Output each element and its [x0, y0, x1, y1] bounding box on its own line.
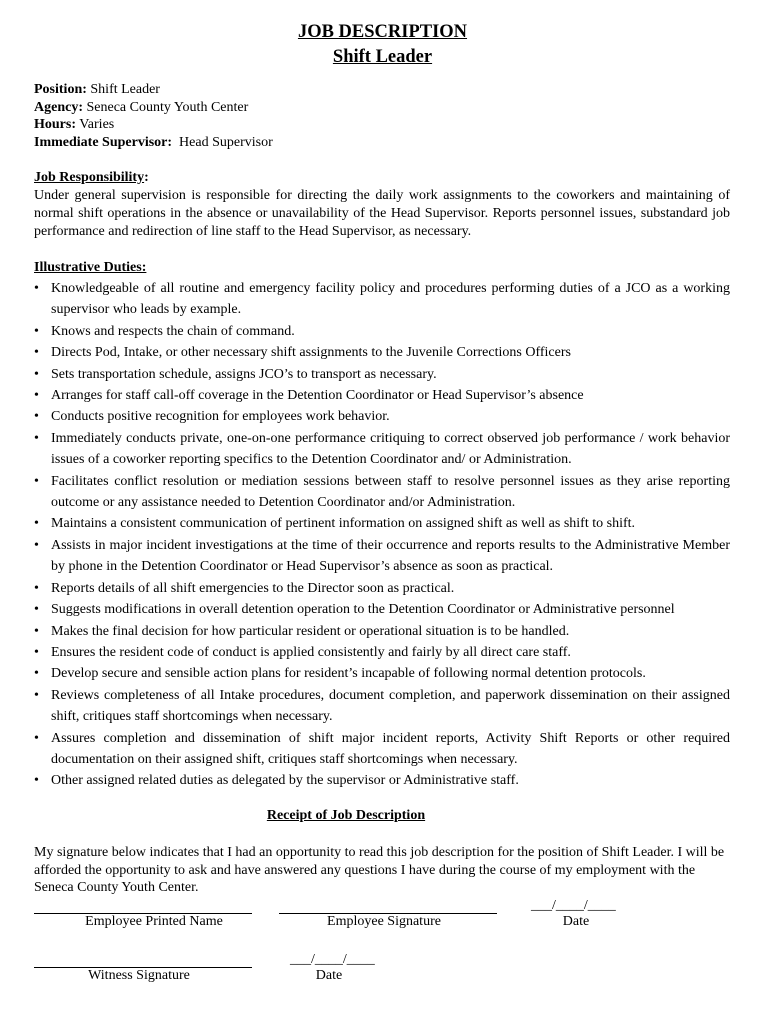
duty-item: [34, 385, 730, 406]
duty-item: [34, 642, 730, 663]
employee-date-blank[interactable]: ___/____/____: [531, 898, 616, 913]
agency-label: Agency:: [34, 100, 83, 115]
receipt-text: My signature below indicates that I had an opportunity to read this job description for the position of Shift Leader. I will be afforded the opportunity to ask and have answered any questions I have during the course of my employment with the Seneca County Youth Center.: [34, 845, 725, 895]
duty-item: [34, 685, 730, 728]
responsibility-heading: [34, 170, 149, 186]
hours-label: Hours:: [34, 117, 76, 132]
position-value: Shift Leader: [90, 82, 160, 97]
responsibility-heading-text: Job Responsibility: [34, 170, 145, 185]
bullet-icon: •: [34, 388, 39, 404]
duty-item: [34, 428, 730, 471]
duty-item: [34, 535, 730, 578]
bullet-icon: •: [34, 730, 39, 746]
duty-text: Knows and respects the chain of command.: [51, 323, 295, 339]
bullet-icon: •: [34, 537, 39, 553]
witness-date-blank[interactable]: ___/____/____: [290, 952, 375, 967]
agency-value: Seneca County Youth Center: [86, 100, 249, 115]
duty-item: [34, 471, 730, 514]
bullet-icon: •: [34, 644, 39, 660]
duty-text: Ensures the resident code of conduct is applied consistently and fairly by all direct care staff.: [51, 644, 571, 660]
supervisor-value: Head Supervisor: [179, 135, 273, 150]
duties-list: [34, 278, 730, 792]
witness-signature-label: Witness Signature: [88, 968, 190, 983]
duty-item: [34, 621, 730, 642]
duty-item: [34, 599, 730, 620]
duty-text: Other assigned related duties as delegated by the supervisor or Administrative staff.: [51, 773, 519, 789]
duty-text: Develop secure and sensible action plans for resident’s incapable of following normal detention protocols.: [51, 666, 646, 682]
duties-heading: [34, 260, 146, 276]
duty-item: [34, 770, 730, 791]
hours-value: Varies: [79, 117, 115, 132]
duties-heading-text: Illustrative Duties:: [34, 260, 147, 275]
bullet-icon: •: [34, 580, 39, 596]
duty-item: [34, 342, 730, 363]
employee-printed-name-label: Employee Printed Name: [85, 914, 223, 929]
duty-item: [34, 728, 730, 771]
duty-text: Assures completion and dissemination of shift major incident reports, Activity Shift Reports or other required documentation on their assigned shift, critiques staff shortcomings when necessary.: [51, 730, 730, 767]
bullet-icon: •: [34, 366, 39, 382]
document-subtitle: Shift Leader: [332, 47, 433, 67]
duty-item: [34, 578, 730, 599]
duty-item: [34, 513, 730, 534]
supervisor-label: Immediate Supervisor:: [34, 135, 173, 150]
duty-text: Arranges for staff call-off coverage in the Detention Coordinator or Head Supervisor’s absence: [51, 388, 584, 404]
receipt-heading: Receipt of Job Description: [266, 808, 426, 823]
bullet-icon: •: [34, 516, 39, 532]
responsibility-heading-colon: :: [144, 170, 149, 185]
duty-text: Conducts positive recognition for employees work behavior.: [51, 409, 390, 425]
agency-row: [34, 99, 248, 117]
hours-row: [34, 116, 114, 134]
duty-text: Assists in major incident investigations at the time of their occurrence and reports results to the Administrative Member by phone in the Detention Coordinator or Head Supervisor’s absence as soon as practical.: [51, 537, 730, 575]
duty-text: Directs Pod, Intake, or other necessary shift assignments to the Juvenile Corrections Officers: [51, 345, 571, 361]
bullet-icon: •: [34, 687, 39, 703]
bullet-icon: •: [34, 623, 39, 639]
duty-text: Reports details of all shift emergencies to the Director soon as practical.: [51, 580, 455, 596]
employee-signature-label: Employee Signature: [327, 914, 441, 929]
bullet-icon: •: [34, 281, 39, 296]
duty-item: [34, 278, 730, 321]
bullet-icon: •: [34, 602, 39, 618]
duty-item: [34, 321, 730, 342]
bullet-icon: •: [34, 430, 39, 446]
employee-date-label: Date: [562, 914, 590, 929]
witness-date-label: Date: [315, 968, 343, 983]
bullet-icon: •: [34, 773, 39, 789]
duty-item: [34, 364, 730, 385]
duty-text: Reviews completeness of all Intake procedures, document completion, and paperwork dissemination on their assigned shift, critiques staff shortcomings when necessary.: [51, 687, 730, 725]
position-row: [34, 81, 160, 99]
supervisor-row: [34, 134, 273, 152]
position-label: Position:: [34, 82, 87, 97]
responsibility-text: Under general supervision is responsible for directing the daily work assignments to the coworkers and maintaining of normal shift operations in the absence or unavailability of the Head Supervisor. Reports personnel issues, substandard job performance and redirection of line staff to the Head Supervisor, as necessary.: [34, 188, 730, 239]
document-title: JOB DESCRIPTION: [297, 22, 468, 42]
bullet-icon: •: [34, 409, 39, 425]
duty-text: Suggests modifications in overall detention operation to the Detention Coordinator or Administrative personnel: [51, 602, 675, 618]
duty-text: Knowledgeable of all routine and emergency facility policy and procedures performing duties of a JCO as a working supervisor who leads by example.: [51, 281, 730, 318]
duty-item: [34, 406, 730, 427]
duty-text: Sets transportation schedule, assigns JCO’s to transport as necessary.: [51, 366, 437, 382]
duty-text: Maintains a consistent communication of pertinent information on assigned shift as well as shift to shift.: [51, 516, 636, 532]
bullet-icon: •: [34, 345, 39, 361]
bullet-icon: •: [34, 323, 39, 339]
duty-text: Immediately conducts private, one-on-one performance critiquing to correct observed job performance / work behavior issues of a coworker reporting specifics to the Detention Coordinator and/ or Administration.: [51, 430, 730, 468]
bullet-icon: •: [34, 666, 39, 682]
bullet-icon: •: [34, 473, 39, 489]
duty-text: Facilitates conflict resolution or mediation sessions between staff to resolve personnel issues as they arise reporting outcome or any assistance needed to Detention Coordinator and/or Administration.: [51, 473, 730, 511]
duty-text: Makes the final decision for how particular resident or operational situation is to be handled.: [51, 623, 570, 639]
duty-item: [34, 663, 730, 684]
